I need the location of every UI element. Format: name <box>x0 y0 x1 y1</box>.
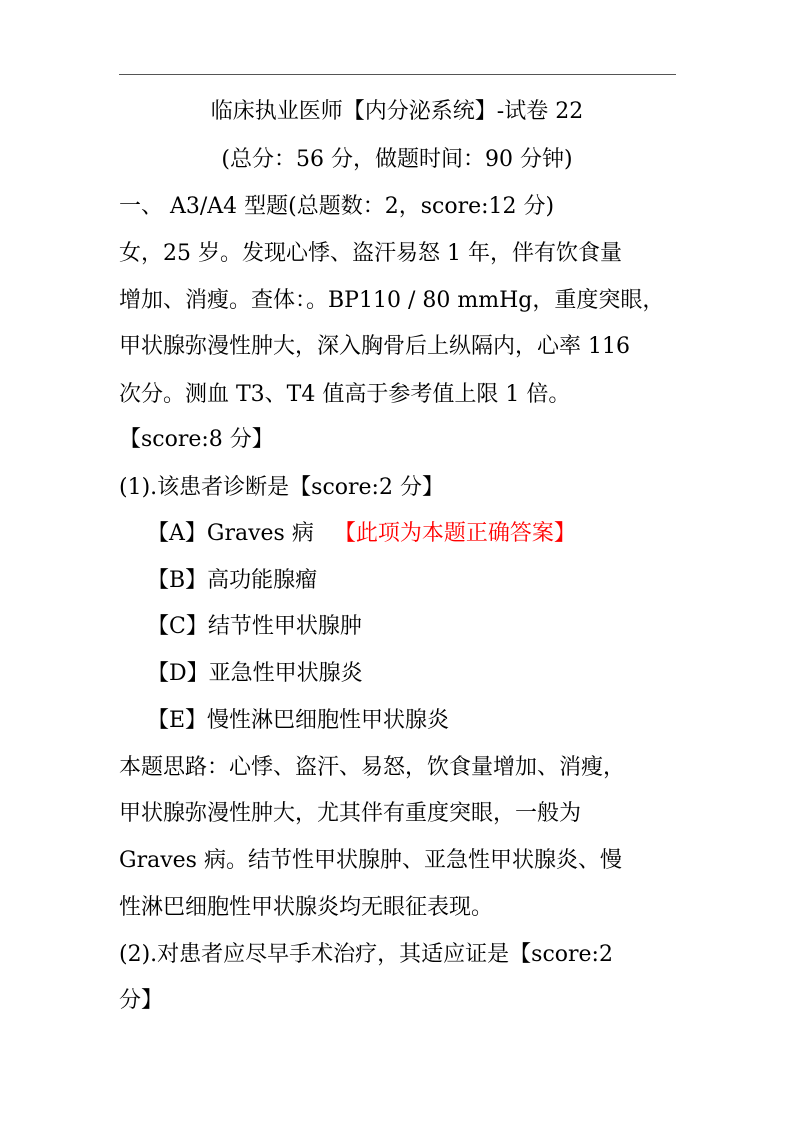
case-score: 【score:8 分】 <box>119 427 274 452</box>
document-title: 临床执业医师【内分泌系统】-试卷 22 <box>210 99 584 124</box>
analysis-line: Graves 病。结节性甲状腺肿、亚急性甲状腺炎、慢 <box>119 848 622 873</box>
case-text-line: 次分。测血 T3、T4 值高于参考值上限 1 倍。 <box>119 382 571 407</box>
option-c: 【C】结节性甲状腺肿 <box>147 614 362 639</box>
question-2-stem: (2).对患者应尽早手术治疗，其适应证是【score:2 <box>119 942 613 967</box>
analysis-line: 本题思路：心悸、盗汗、易怒，饮食量增加、消瘦， <box>119 755 626 780</box>
section-heading: 一、 A3/A4 型题(总题数：2，score:12 分) <box>119 194 555 219</box>
option-a <box>147 519 576 549</box>
case-text-line: 增加、消瘦。查体：。BP110 / 80 mmHg，重度突眼， <box>119 288 665 313</box>
case-text-line: 女，25 岁。发现心悸、盗汗易怒 1 年，伴有饮食量 <box>119 241 622 266</box>
correct-answer-marker: 【此项为本题正确答案】 <box>333 521 576 546</box>
case-text-line: 甲状腺弥漫性肿大，深入胸骨后上纵隔内，心率 116 <box>119 334 630 359</box>
option-d: 【D】亚急性甲状腺炎 <box>147 661 363 686</box>
analysis-line: 性淋巴细胞性甲状腺炎均无眼征表现。 <box>119 895 494 920</box>
analysis-line: 甲状腺弥漫性肿大，尤其伴有重度突眼，一般为 <box>119 801 582 826</box>
header-rule <box>119 74 676 75</box>
question-1-stem: (1).该患者诊断是【score:2 分】 <box>119 475 444 500</box>
option-b: 【B】高功能腺瘤 <box>147 568 318 593</box>
option-e: 【E】慢性淋巴细胞性甲状腺炎 <box>147 708 450 733</box>
document-subtitle: (总分：56 分，做题时间：90 分钟) <box>221 147 573 172</box>
option-a-label: 【A】Graves 病 <box>147 521 314 546</box>
question-2-stem-continued: 分】 <box>119 988 164 1013</box>
